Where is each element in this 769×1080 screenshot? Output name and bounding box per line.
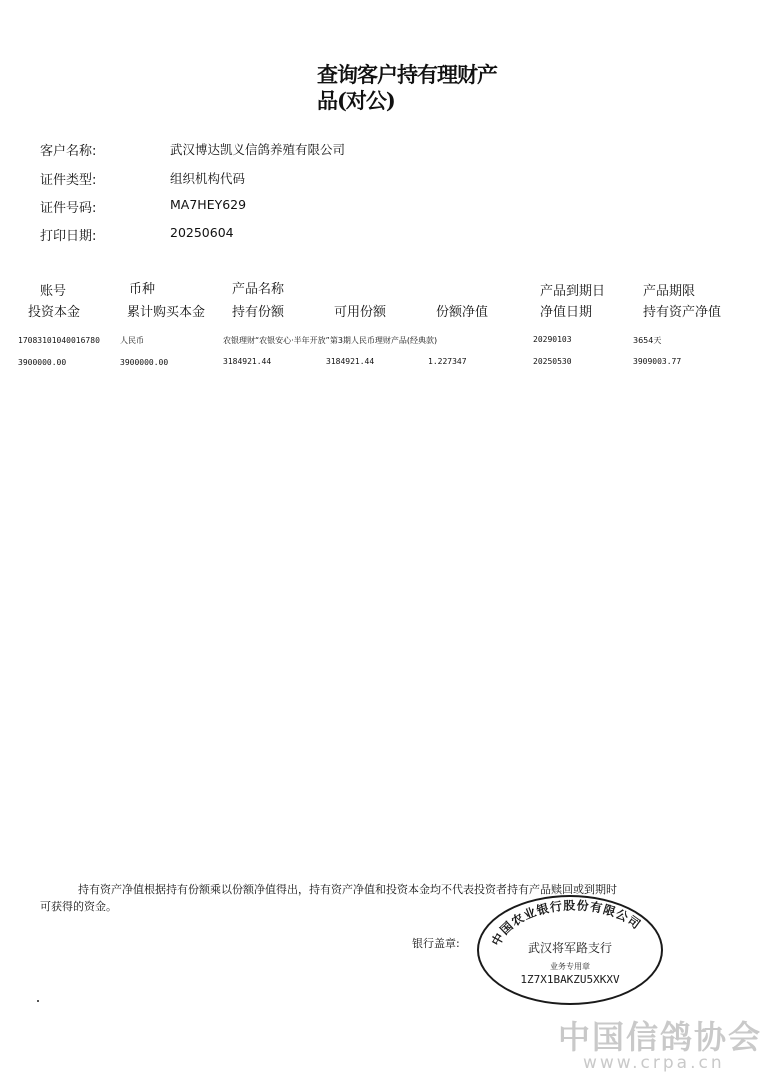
header-product-name: 产品名称 [232,282,285,297]
watermark-name: 中国信鸽协会 [558,1018,763,1056]
header-available-shares: 可用份额 [334,305,387,320]
header-principal: 投资本金 [28,305,81,320]
customer-name-value: 武汉博达凯义信鸽养殖有限公司 [170,142,346,157]
cell-available-shares: 3184921.44 [326,357,375,366]
scan-speck [37,1000,39,1002]
bank-stamp [470,890,670,1010]
cell-principal: 3900000.00 [18,358,67,367]
stamp-arc-text: 中国农业银行股份有限公司 [488,898,644,949]
cert-no-value: MA7HEY629 [170,197,247,212]
header-net-asset-value: 持有资产净值 [643,305,722,320]
header-nav: 份额净值 [436,305,489,320]
header-maturity-date: 产品到期日 [540,284,606,299]
stamp-code: 1Z7X1BAKZU5XKXV [520,973,620,986]
header-account: 账号 [40,284,67,299]
cert-no-label: 证件号码: [40,201,97,216]
cell-held-shares: 3184921.44 [223,357,272,366]
cert-type-label: 证件类型: [40,173,97,188]
footer-note-line1: 持有资产净值根据持有份额乘以份额净值得出，持有资产净值和投资本金均不代表投资者持有产品赎回或到期时 [78,883,617,896]
stamp-seal-graphic [470,890,670,1010]
cert-type-value: 组织机构代码 [170,171,246,186]
header-term: 产品期限 [643,284,696,299]
header-currency: 币种 [129,282,156,297]
cell-cumulative-principal: 3900000.00 [120,358,169,367]
header-held-shares: 持有份额 [232,305,285,320]
header-cumulative-principal: 累计购买本金 [127,305,206,320]
print-date-label: 打印日期: [40,229,97,244]
cell-nav-date: 20250530 [533,357,572,366]
cell-account: 17083101040016780 [18,336,100,345]
seal-label: 银行盖章: [412,937,460,950]
customer-name-label: 客户名称: [40,144,97,159]
header-nav-date: 净值日期 [540,305,593,320]
cell-term: 3654天 [633,336,662,345]
stamp-branch: 武汉将军路支行 [527,941,613,955]
cell-product-name: 农银理财“农银安心·半年开放”第3期人民币理财产品(经典款) [223,336,438,345]
document-title-line2: 品(对公) [317,88,395,113]
cell-nav: 1.227347 [428,357,467,366]
print-date-value: 20250604 [170,225,234,240]
cell-currency: 人民币 [120,336,144,345]
watermark-url: www.crpa.cn [583,1053,725,1073]
footer-note-line2: 可获得的资金。 [40,900,117,913]
cell-net-asset-value: 3909003.77 [633,357,682,366]
stamp-purpose: 业务专用章 [550,962,590,971]
cell-maturity-date: 20290103 [533,335,572,344]
document-title-line1: 查询客户持有理财产 [317,62,497,87]
